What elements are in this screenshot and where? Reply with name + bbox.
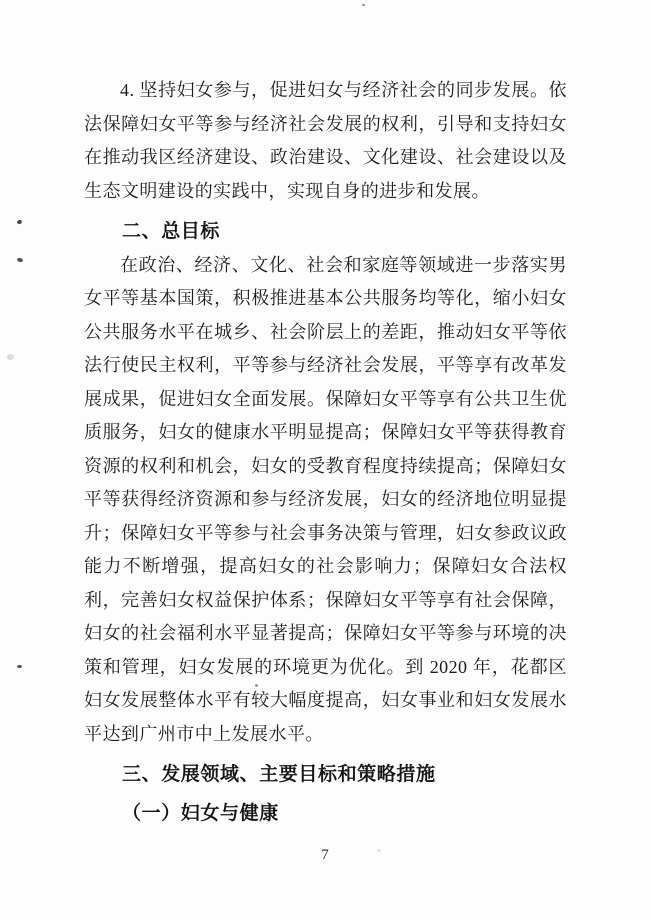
heading-section-3-development-areas: 三、发展领域、主要目标和策略措施 <box>122 764 436 785</box>
document-content <box>84 74 567 830</box>
scan-speck <box>377 849 381 852</box>
scan-speck <box>7 354 14 360</box>
scan-speck <box>17 257 24 262</box>
page-number: 7 <box>321 847 329 863</box>
heading-subsection-3-1-women-and-health: （一）妇女与健康 <box>122 802 279 824</box>
scan-speck <box>17 665 22 668</box>
scan-speck <box>255 684 258 687</box>
paragraph-item-4: 4. 坚持妇女参与，促进妇女与经济社会的同步发展。依法保障妇女平等参与经济社会发展的权利，引导和支持妇女在推动我区经济建设、政治建设、文化建设、社会建设以及生态文明建设的实践中，实现自身的进步和发展。 <box>84 80 567 201</box>
paragraph-overall-goal: 在政治、经济、文化、社会和家庭等领域进一步落实男女平等基本国策，积极推进基本公共服务均等化，缩小妇女公共服务水平在城乡、社会阶层上的差距，推动妇女平等依法行使民主权利，平等参与经济社会发展，平等享有改革发展成果，促进妇女全面发展。保障妇女平等享有公共卫生优质服务，妇女的健康水平明显提高；保障妇女平等获得教育资源的权利和机会，妇女的受教育程度持续提高；保障妇女平等获得经济资源和参与经济发展，妇女的经济地位明显提升；保障妇女平等参与社会事务决策与管理，妇女参政议政能力不断增强，提高妇女的社会影响力；保障妇女合法权利，完善妇女权益保护体系；保障妇女平等享有社会保障，妇女的社会福利水平显著提高；保障妇女平等参与环境的决策和管理，妇女发展的环境更为优化。到 2020 年，花都区妇女发展整体水平有较大幅度提高，妇女事业和妇女发展水平达到广州市中上发展水平。 <box>84 254 567 744</box>
scan-speck <box>362 4 365 6</box>
scan-speck <box>16 219 22 224</box>
heading-section-2-overall-goal: 二、总目标 <box>122 221 221 242</box>
